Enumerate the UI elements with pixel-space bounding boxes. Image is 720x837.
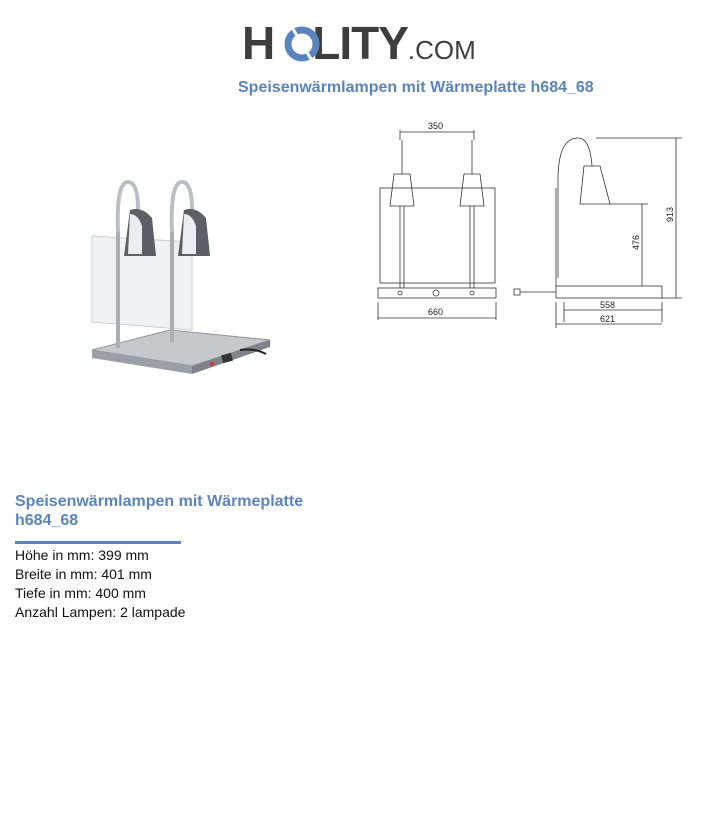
product-photo <box>80 170 280 400</box>
dim-lamp-height: 476 <box>631 234 641 250</box>
technical-drawing <box>370 118 690 333</box>
dim-front-width: 660 <box>428 307 444 317</box>
brand-letter-h: H <box>242 17 275 69</box>
spec-height: Höhe in mm: 399 mm <box>15 547 149 563</box>
dim-top-width: 350 <box>428 121 444 131</box>
spec-list <box>15 546 185 622</box>
brand-logo[interactable] <box>242 14 482 70</box>
spec-width: Breite in mm: 401 mm <box>15 566 152 582</box>
spec-depth: Tiefe in mm: 400 mm <box>15 585 146 601</box>
dim-base-depth: 558 <box>600 300 616 310</box>
brand-domain: .COM <box>407 35 476 65</box>
dim-total-height: 913 <box>665 206 675 222</box>
dim-total-depth: 621 <box>600 314 616 324</box>
page-title: Speisenwärmlampen mit Wärmeplatte h684_68 <box>238 79 594 96</box>
title-divider <box>15 541 181 544</box>
product-title: Speisenwärmlampen mit Wärmeplatte h684_68 <box>15 493 304 529</box>
logo-ring-icon <box>284 24 320 64</box>
brand-wordmark <box>242 18 476 75</box>
spec-lamp-count: Anzahl Lampen: 2 lampade <box>15 604 186 620</box>
brand-letters-lity: LITY <box>312 17 408 69</box>
